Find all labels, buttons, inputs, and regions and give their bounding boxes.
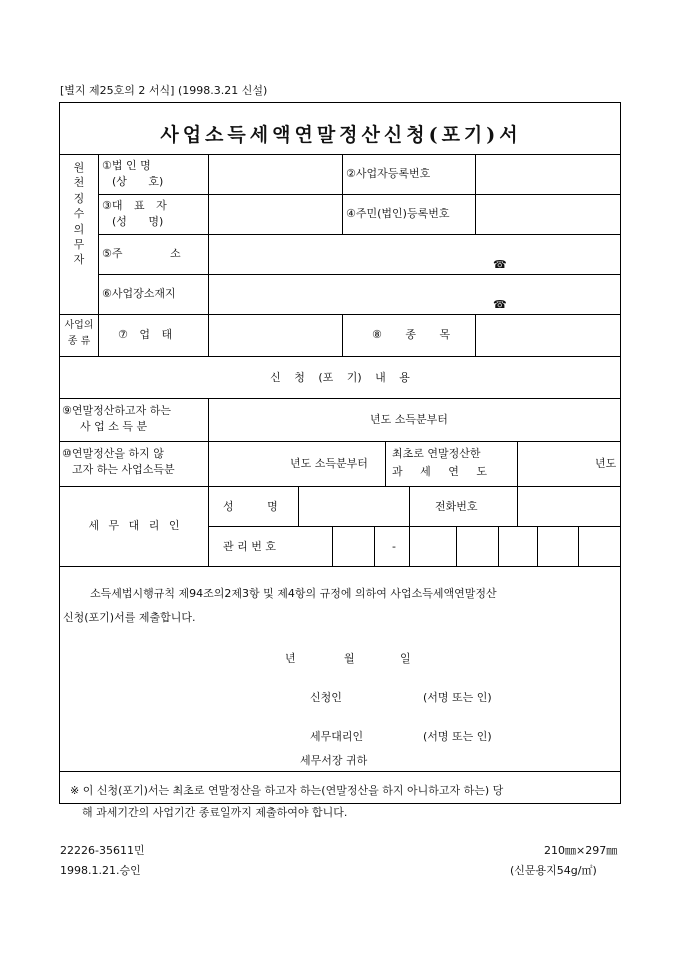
agent-signer-label: 세무대리인 — [310, 730, 364, 743]
resident-no-label: ④주민(법인)등록번호 — [346, 207, 450, 220]
row10-year: 년도 — [595, 457, 617, 470]
tax-agent-label: 세 무 대 리 인 — [88, 519, 180, 532]
biz-reg-no-label: ②사업자등록번호 — [346, 167, 431, 180]
representative-name-label: (성 명) — [112, 215, 164, 228]
date-year: 년 — [285, 652, 296, 665]
biz-location-label: ⑥사업장소재지 — [102, 287, 176, 300]
note-line-1: ※ 이 신청(포기)서는 최초로 연말정산을 하고자 하는(연말정산을 하지 아니하고자 하는) 당 — [70, 784, 504, 797]
footer-approval: 1998.1.21.승인 — [60, 864, 141, 877]
request-section-title: 신 청 (포 기) 내 용 — [270, 371, 410, 384]
phone-icon: ☎ — [493, 258, 507, 271]
applicant-sign: (서명 또는 인) — [423, 691, 492, 704]
row9-label: ⑨연말정산하고자 하는 — [62, 404, 171, 417]
application-form — [59, 102, 621, 819]
footer-size: 210㎜×297㎜ — [544, 844, 618, 857]
agent-phone-label: 전화번호 — [435, 500, 478, 513]
statement-line-2: 신청(포기)서를 제출합니다. — [63, 611, 196, 624]
row10-first-year-label-2: 과 세 연 도 — [392, 465, 487, 478]
corp-name-label: ①법 인 명 — [102, 159, 151, 172]
business-type-label: 사업의 — [64, 320, 94, 331]
date-month: 월 — [344, 652, 355, 665]
agent-mgmt-no-label: 관 리 번 호 — [223, 540, 276, 553]
row10-label: ⑩연말정산을 하지 않 — [62, 447, 164, 460]
footer-paper: (신문용지54g/㎡) — [510, 864, 597, 877]
row10-first-year-label: 최초로 연말정산한 — [392, 447, 481, 460]
addressee: 세무서장 귀하 — [300, 754, 368, 767]
applicant-label: 신청인 — [310, 691, 342, 704]
note-line-2: 해 과세기간의 사업기간 종료일까지 제출하여야 합니다. — [82, 806, 348, 819]
business-type-label-2: 종 류 — [67, 336, 91, 347]
agent-mgmt-dash: - — [392, 540, 396, 553]
phone-icon: ☎ — [493, 298, 507, 311]
statement-line-1: 소득세법시행규칙 제94조의2제3항 및 제4항의 규정에 의하여 사업소득세액연말정산 — [90, 587, 497, 600]
business-category-label: ⑦ 업 태 — [118, 328, 173, 341]
row10-label-2: 고자 하는 사업소득분 — [72, 463, 175, 476]
business-item-label: ⑧ 종 목 — [372, 328, 451, 341]
footer-code: 22226-35611민 — [60, 844, 145, 857]
representative-label: ③대 표 자 — [102, 199, 167, 212]
row9-label-2: 사 업 소 득 분 — [80, 420, 148, 433]
row10-value: 년도 소득분부터 — [290, 457, 368, 470]
corp-trade-label: (상 호) — [112, 175, 164, 188]
address-label: ⑤주 소 — [102, 247, 181, 260]
agent-name-label: 성 명 — [223, 500, 278, 513]
form-title: 사업소득세액연말정산신청(포기)서 — [160, 124, 522, 146]
withholder-label: 원천징수의무자 — [73, 161, 85, 267]
agent-sign: (서명 또는 인) — [423, 730, 492, 743]
form-header: [별지 제25호의 2 서식] (1998.3.21 신설) — [60, 84, 268, 97]
row9-value: 년도 소득분부터 — [370, 413, 448, 426]
date-day: 일 — [400, 652, 411, 665]
